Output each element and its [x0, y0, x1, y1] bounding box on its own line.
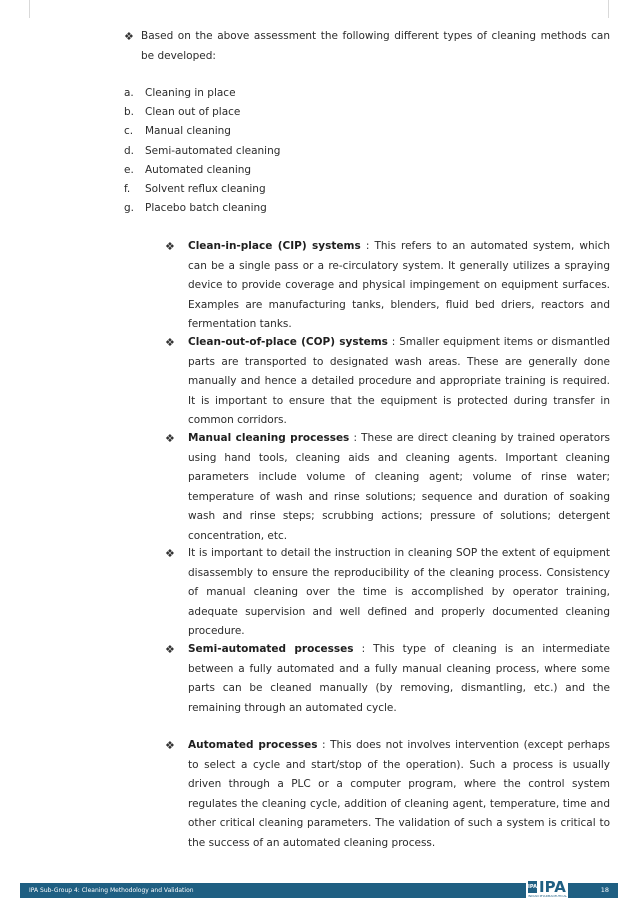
diamond-bullet-icon: ❖ — [165, 336, 175, 349]
footer-text: IPA Sub-Group 4: Cleaning Methodology and Validation — [29, 887, 194, 894]
diamond-bullet-icon: ❖ — [165, 432, 175, 445]
section-term: Clean-in-place (CIP) systems — [188, 240, 361, 252]
right-edge-line — [608, 0, 609, 18]
list-letter: g. — [124, 202, 135, 215]
section-term: Clean-out-of-place (COP) systems — [188, 336, 388, 348]
intro-paragraph — [124, 27, 610, 66]
list-letter: f. — [124, 182, 131, 195]
left-edge-line — [29, 0, 30, 18]
list-label: Manual cleaning — [145, 125, 231, 138]
section-text: It is important to detail the instruction in cleaning SOP the extent of equipment disassembly to ensure the reproducibility of the cleaning process. Consistency of manual cleaning over the time is accomplished by operator training, adequate supervision and well defined and properly documented cleaning procedure. — [188, 547, 610, 637]
section-text: : This type of cleaning is an intermediate between a fully automated and a fully manual cleaning process, where some parts can be cleaned manually (by removing, dismantling, etc.) and the remaining through an automated cycle. — [188, 643, 610, 714]
ipa-logo — [526, 878, 583, 900]
list-letter: d. — [124, 144, 135, 157]
section-manual — [165, 429, 610, 546]
list-letter: e. — [124, 163, 134, 176]
section-text: : This refers to an automated system, which can be a single pass or a re-circulatory system. It generally utilizes a spraying device to provide coverage and physical impingement on equipment surfaces. Examples are manufacturing tanks, blenders, fluid bed driers, reactors and fermentation tanks. — [188, 240, 610, 330]
section-cop — [165, 333, 610, 431]
diamond-bullet-icon: ❖ — [124, 30, 134, 43]
list-letter: a. — [124, 87, 134, 99]
section-automated — [165, 736, 610, 853]
page-number: 18 — [600, 886, 609, 894]
section-term: Semi-automated processes — [188, 643, 354, 655]
diamond-bullet-icon: ❖ — [165, 240, 175, 253]
list-label: Solvent reflux cleaning — [145, 182, 266, 195]
diamond-bullet-icon: ❖ — [165, 547, 175, 560]
section-text: : This does not involves intervention (except perhaps to select a cycle and start/stop of the operation). Such a process is usually driven through a PLC or a computer program, where the control system regulates the cleaning cycle, addition of cleaning agent, temperature, time and other critical cleaning parameters. The validation of such a system is critical to the success of an automated cleaning process. — [188, 739, 611, 849]
list-label: Automated cleaning — [145, 163, 252, 176]
list-label: Placebo batch cleaning — [145, 202, 267, 215]
section-term: Manual cleaning processes — [188, 432, 350, 444]
diamond-bullet-icon: ❖ — [165, 739, 175, 752]
list-letter: c. — [124, 125, 134, 138]
section-cip — [165, 237, 610, 335]
logo-text: IPA — [539, 878, 566, 896]
list-label: Clean out of place — [145, 106, 241, 119]
section-text: : Smaller equipment items or dismantled parts are transported to designated wash areas. These are generally done manually and hence a detailed procedure and appropriate training is required. It is important to ensure that the equipment is protected during transfer in common corridors. — [188, 336, 610, 426]
list-label: Cleaning in place — [145, 87, 236, 99]
list-label: Semi-automated cleaning — [145, 144, 281, 157]
list-letter: b. — [124, 106, 135, 119]
section-term: Automated processes — [188, 739, 318, 751]
diamond-bullet-icon: ❖ — [165, 643, 175, 656]
section-sop-instruction — [165, 544, 610, 642]
section-semi-automated — [165, 640, 610, 718]
intro-text: Based on the above assessment the following different types of cleaning methods can be developed: — [141, 30, 610, 62]
section-text: : These are direct cleaning by trained operators using hand tools, cleaning aids and cleaning agents. Important cleaning parameters include volume of cleaning agent; volume of rinse water; temperature of wash and rinse solutions; sequence and duration of soaking wash and rinse steps; scrubbing actions; pressure of solutions; detergent concentration, etc. — [188, 432, 610, 542]
logo-mark: IPA — [528, 881, 537, 893]
logo-tagline: INDIAN PHARMACEUTICAL ALLIANCE — [528, 894, 583, 898]
